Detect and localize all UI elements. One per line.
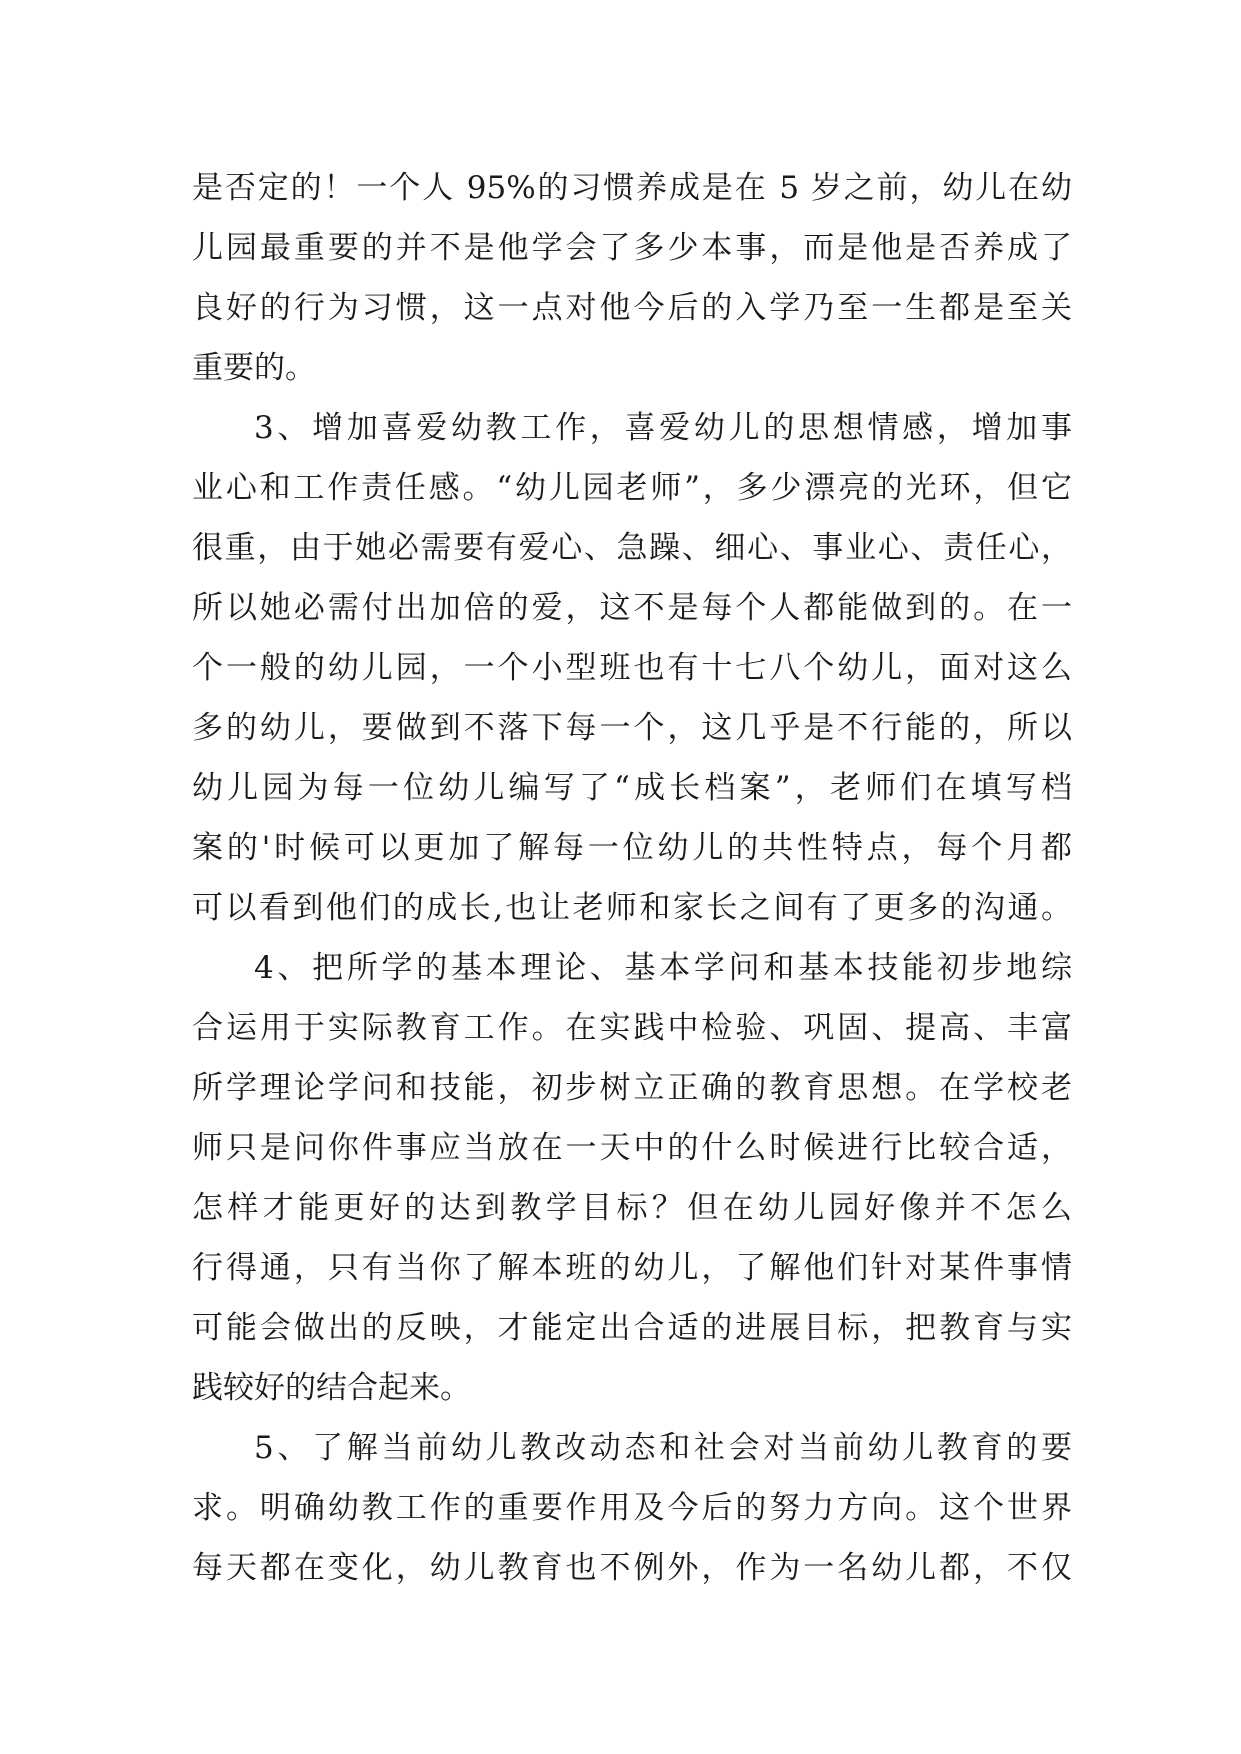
text-line: 可以看到他们的成长,也让老师和家长之间有了更多的沟通。	[192, 890, 1072, 926]
text-line: 良好的行为习惯，这一点对他今后的入学乃至一生都是至关	[192, 290, 1072, 326]
text-line: 个一般的幼儿园，一个小型班也有十七八个幼儿，面对这么	[192, 650, 1072, 686]
text-line: 行得通，只有当你了解本班的幼儿，了解他们针对某件事情	[192, 1250, 1072, 1286]
text-line: 多的幼儿，要做到不落下每一个，这几乎是不行能的，所以	[192, 710, 1072, 746]
text-line: 儿园最重要的并不是他学会了多少本事，而是他是否养成了	[192, 230, 1072, 266]
text-line: 师只是问你件事应当放在一天中的什么时候进行比较合适，	[192, 1130, 1072, 1166]
text-line: 业心和工作责任感。“幼儿园老师”，多少漂亮的光环，但它	[192, 470, 1072, 506]
text-line: 是否定的！一个人 95%的习惯养成是在 5 岁之前，幼儿在幼	[192, 170, 1072, 206]
paragraph-first-line: 3、增加喜爱幼教工作，喜爱幼儿的思想情感，增加事	[254, 410, 1072, 446]
text-line: 所学理论学问和技能，初步树立正确的教育思想。在学校老	[192, 1070, 1072, 1106]
text-line: 怎样才能更好的达到教学目标？但在幼儿园好像并不怎么	[192, 1190, 1072, 1226]
paragraph-first-line: 5、了解当前幼儿教改动态和社会对当前幼儿教育的要	[254, 1430, 1072, 1466]
text-line: 所以她必需付出加倍的爱，这不是每个人都能做到的。在一	[192, 590, 1072, 626]
text-line: 求。明确幼教工作的重要作用及今后的努力方向。这个世界	[192, 1490, 1072, 1526]
text-line: 合运用于实际教育工作。在实践中检验、巩固、提高、丰富	[192, 1010, 1072, 1046]
text-line: 践较好的结合起来。	[192, 1370, 471, 1406]
paragraph-first-line: 4、把所学的基本理论、基本学问和基本技能初步地综	[254, 950, 1072, 986]
text-line: 很重，由于她必需要有爱心、急躁、细心、事业心、责任心，	[192, 530, 1072, 566]
text-line: 重要的。	[192, 350, 316, 386]
text-line: 每天都在变化，幼儿教育也不例外，作为一名幼儿都，不仅	[192, 1550, 1072, 1586]
text-line: 幼儿园为每一位幼儿编写了“成长档案”，老师们在填写档	[192, 770, 1072, 806]
text-line: 可能会做出的反映，才能定出合适的进展目标，把教育与实	[192, 1310, 1072, 1346]
text-line: 案的'时候可以更加了解每一位幼儿的共性特点，每个月都	[192, 830, 1072, 866]
